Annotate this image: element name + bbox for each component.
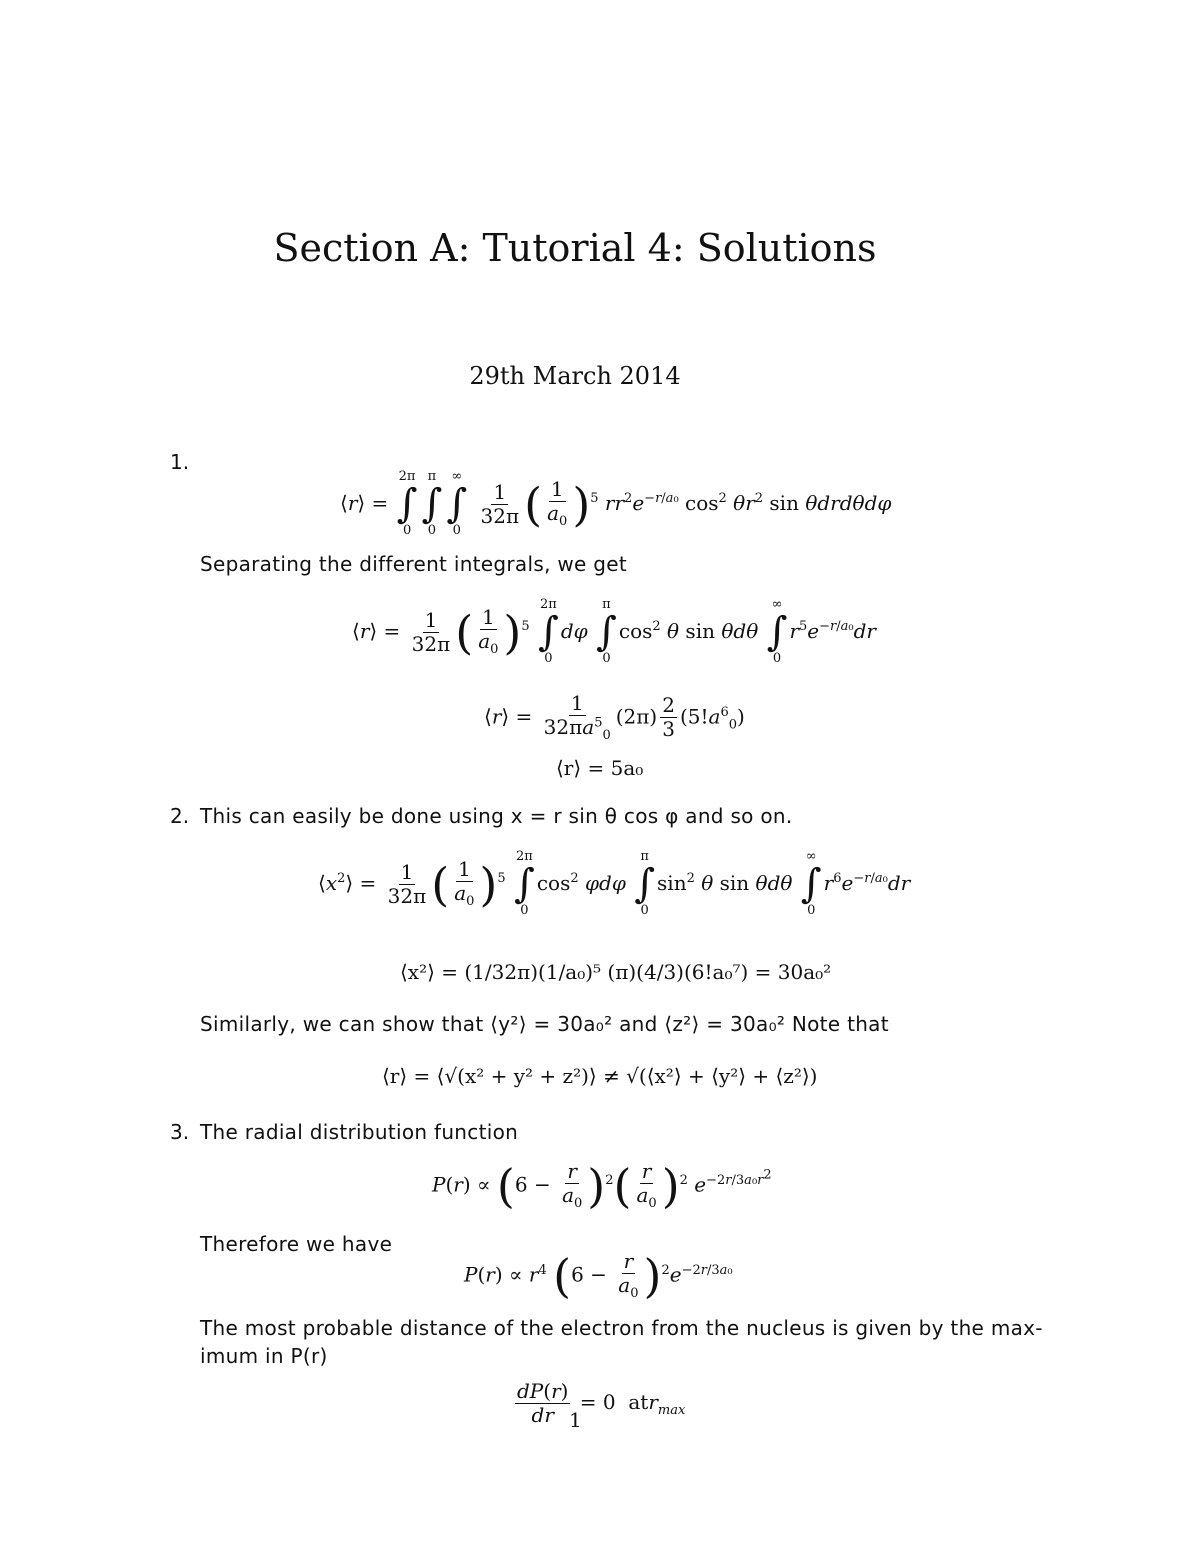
equation-9: $P(r) \propto r^4$ (6 − $\frac{r}{a_0}$ )$^2e^{-2r/3a_0}$ (464, 1248, 733, 1303)
equation-2: ⟨r⟩ = $\frac{1}{32\pi}$ ( $\frac{1}{a_0}$ )$^5$ 2π ∫ 0 dφ π ∫ 0 $\cos^2 \theta$ sin θdθ ∞ ∫ 0 $r^5e^{-r/a_0}dr$ (352, 597, 876, 667)
equation-3: ⟨r⟩ = $\frac{1}{32\pi a^5_0}$ (2π) $\frac{2}{3}$ $(5!a^6_0)$ (484, 691, 745, 743)
date: 29th March 2014 (469, 362, 681, 390)
item-number-1: 1. (170, 450, 190, 474)
item-number-2: 2. (170, 804, 190, 828)
text-similarly: Similarly, we can show that ⟨y²⟩ = 30a₀² and ⟨z²⟩ = 30a₀² Note that (200, 1012, 889, 1036)
text-most-probable-1: The most probable distance of the electron from the nucleus is given by the max- (200, 1316, 1043, 1340)
equation-5: $⟨x^2⟩$ = $\frac{1}{32\pi}$ ( $\frac{1}{a_0}$ )$^5$ 2π ∫ 0 $\cos^2 \varphi d\varphi$ π ∫ 0 $\sin^2 \theta$ sin θdθ ∞ ∫ 0 $r^6e^{-r/a_0}dr$ (318, 849, 911, 919)
text-therefore: Therefore we have (200, 1232, 393, 1256)
equation-4: ⟨r⟩ = 5a₀ (556, 756, 644, 780)
equation-1: ⟨r⟩ = 2π ∫ 0 π ∫ 0 ∞ ∫ 0 $\frac{1}{32\pi}$ ( $\frac{1}{a_0}$ )$^5$ $rr^2e^{-r/a_0}$ $\cos^2 \theta r^2$ sin θdrdθdφ (340, 469, 892, 539)
page-title: Section A: Tutorial 4: Solutions (273, 226, 877, 270)
item-text-2: This can easily be done using x = r sin θ cos φ and so on. (200, 804, 793, 828)
item-text-3: The radial distribution function (200, 1120, 519, 1144)
equation-10: $\frac{dP(r)}{dr}$ = 0 atr$_{max}$ (517, 1379, 686, 1427)
page-number: 1 (569, 1408, 582, 1432)
text-most-probable-2: imum in P(r) (200, 1344, 328, 1368)
equation-8: P(r) ∝ (6 − $\frac{r}{a_0}$ )$^2$( $\frac{r}{a_0}$ )$^2$ $e^{-2r/3a_0r^2}$ (432, 1158, 772, 1213)
equation-6: ⟨x²⟩ = (1/32π)(1/a₀)⁵ (π)(4/3)(6!a₀⁷) = 30a₀² (400, 960, 832, 984)
equation-7: ⟨r⟩ = ⟨√(x² + y² + z²)⟩ ≠ √(⟨x²⟩ + ⟨y²⟩ + ⟨z²⟩) (382, 1064, 818, 1088)
text-separating: Separating the different integrals, we get (200, 552, 628, 576)
item-number-3: 3. (170, 1120, 190, 1144)
